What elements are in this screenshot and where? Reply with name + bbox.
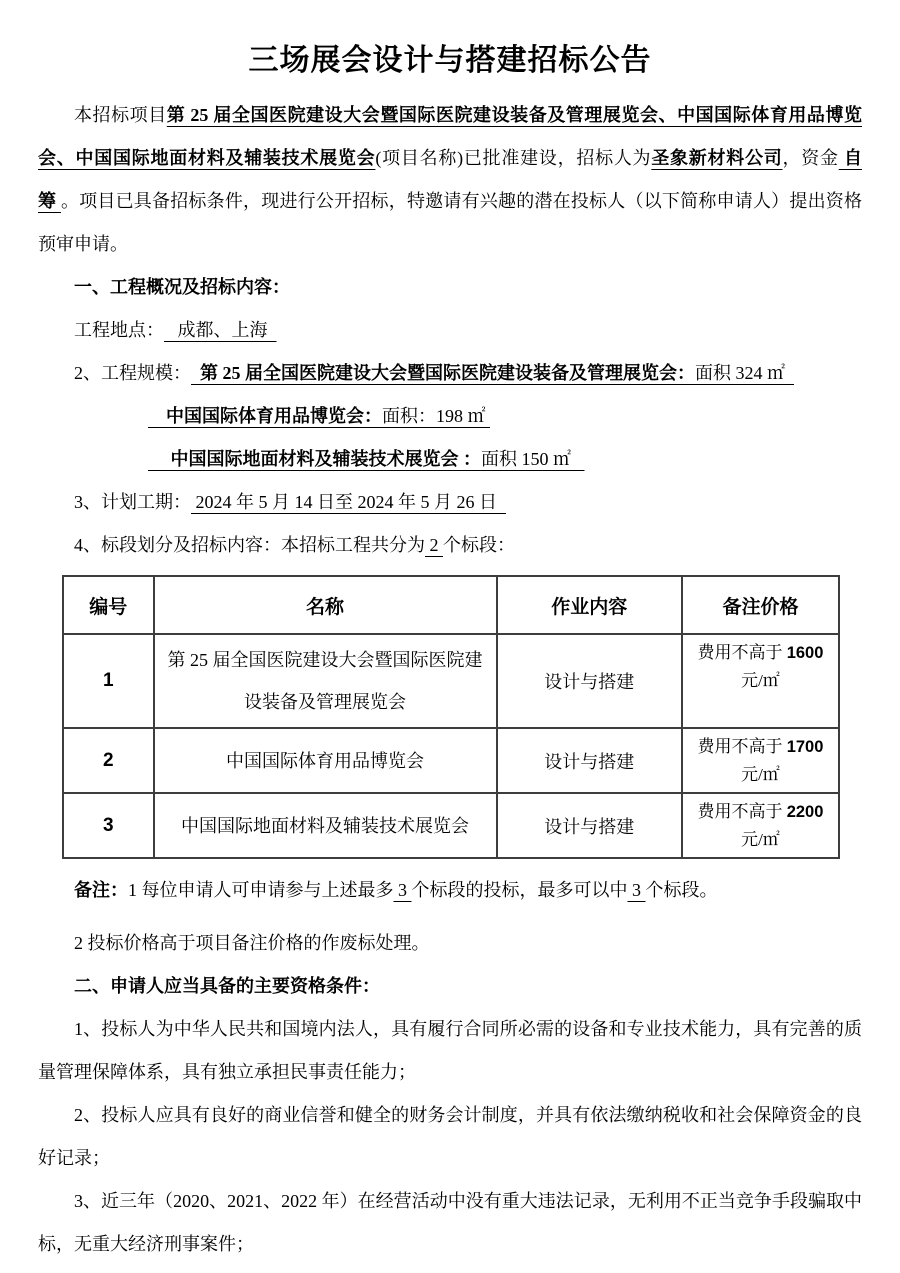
row-price xyxy=(682,793,839,858)
remark-tail: 个标段。 xyxy=(645,880,718,900)
row-price xyxy=(682,728,839,793)
lot-division-line xyxy=(38,524,862,567)
row-price xyxy=(682,634,839,728)
table-row xyxy=(63,728,839,793)
header-remark-price: 备注价格 xyxy=(682,576,839,634)
qualification-item-2: 2、投标人应具有良好的商业信誉和健全的财务会计制度，并具有依法缴纳税收和社会保障资金的良好记录； xyxy=(38,1105,862,1168)
blank-tail xyxy=(486,406,491,426)
scale-expo-hospital: 第 25 届全国医院建设大会暨国际医院建设装备及管理展览会： xyxy=(200,363,695,383)
location-label: 工程地点： xyxy=(74,320,164,340)
price-prefix: 费用不高于 xyxy=(697,643,783,662)
duration-label: 3、计划工期： xyxy=(74,492,191,512)
row-work: 设计与搭建 xyxy=(497,634,682,728)
remark-max-win: 3 xyxy=(627,880,646,900)
scale-area-flooring: 面积 150 ㎡ xyxy=(481,449,571,469)
price-value: 1600 xyxy=(786,644,824,662)
remark-label: 备注： xyxy=(74,880,128,900)
row-number: 2 xyxy=(63,728,154,793)
project-names: 第 25 届全国医院建设大会暨国际医院建设装备及管理展览会、中国国际体育用品博览会、中国国际地面材料及辅装技术展览会 xyxy=(38,105,863,168)
page-title: 三场展会设计与搭建招标公告 xyxy=(248,44,652,77)
scale-area-hospital: 面积 324 ㎡ xyxy=(695,363,785,383)
row-name: 中国国际地面材料及辅装技术展览会 xyxy=(154,793,497,858)
price-unit: 元/㎡ xyxy=(741,830,780,849)
blank-lead xyxy=(148,406,166,426)
header-name: 名称 xyxy=(154,576,497,634)
intro-paragraph xyxy=(38,94,862,266)
scale-blank-tail xyxy=(785,363,794,383)
scale-blank xyxy=(191,363,200,383)
blank-tail xyxy=(571,449,585,469)
header-work-content: 作业内容 xyxy=(497,576,682,634)
table-row xyxy=(63,634,839,728)
section-one-heading: 一、工程概况及招标内容： xyxy=(74,277,290,297)
lots-count: 2 xyxy=(425,535,443,555)
funds-source: 自筹 xyxy=(38,148,863,211)
lots-label: 4、标段划分及招标内容：本招标工程共分为 xyxy=(74,535,425,555)
blank-lead xyxy=(148,449,171,469)
table-row xyxy=(63,793,839,858)
section-two-heading: 二、申请人应当具备的主要资格条件： xyxy=(74,976,380,996)
qualification-item-3: 3、近三年（2020、2021、2022 年）在经营活动中没有重大违法记录，无利用不正当竞争手段骗取中标，无重大经济刑事案件； xyxy=(38,1191,862,1254)
price-prefix: 费用不高于 xyxy=(697,802,783,821)
remark-note-line xyxy=(38,869,862,912)
header-number: 编号 xyxy=(63,576,154,634)
tenderer-name: 圣象新材料公司 xyxy=(651,148,783,168)
planned-duration-line xyxy=(38,481,862,524)
remark-part2: 个标段的投标，最多可以中 xyxy=(411,880,628,900)
project-scale-line xyxy=(38,352,862,395)
location-value: 成都、上海 xyxy=(164,320,277,340)
price-prefix: 费用不高于 xyxy=(697,737,783,756)
intro-lead: 本招标项目 xyxy=(74,105,167,125)
duration-value: 2024 年 5 月 14 日至 2024 年 5 月 26 日 xyxy=(191,492,506,512)
project-location-line xyxy=(38,309,862,352)
qualification-item-1: 1、投标人为中华人民共和国境内法人，具有履行合同所必需的设备和专业技术能力，具有完善的质量管理保障体系，具有独立承担民事责任能力； xyxy=(38,1019,862,1082)
scale-expo-flooring-line xyxy=(38,438,862,481)
row-work: 设计与搭建 xyxy=(497,728,682,793)
invalid-bid-note: 2 投标价格高于项目备注价格的作废标处理。 xyxy=(74,933,430,953)
lots-table xyxy=(62,575,840,859)
lots-tail: 个标段： xyxy=(443,535,515,555)
remark-max-lots: 3 xyxy=(393,880,412,900)
funds-label: ，资金 xyxy=(782,148,839,168)
intro-mid: (项目名称)已批准建设，招标人为 xyxy=(375,148,652,168)
row-name: 中国国际体育用品博览会 xyxy=(154,728,497,793)
row-number: 3 xyxy=(63,793,154,858)
row-name: 第 25 届全国医院建设大会暨国际医院建设装备及管理展览会 xyxy=(154,634,497,728)
price-unit: 元/㎡ xyxy=(741,671,780,690)
scale-area-sports: 面积：198 ㎡ xyxy=(382,406,486,426)
intro-tail: 。项目已具备招标条件，现进行公开招标，特邀请有兴趣的潜在投标人（以下简称申请人）提出资格预审申请。 xyxy=(38,191,863,254)
scale-expo-flooring: 中国国际地面材料及辅装技术展览会 ： xyxy=(170,449,481,469)
price-value: 1700 xyxy=(786,738,824,756)
price-value: 2200 xyxy=(786,803,824,821)
table-header-row xyxy=(63,576,839,634)
price-unit: 元/㎡ xyxy=(741,765,780,784)
scale-expo-sports-line xyxy=(38,395,862,438)
scale-expo-sports: 中国国际体育用品博览会： xyxy=(166,406,382,426)
row-work: 设计与搭建 xyxy=(497,793,682,858)
remark-part1: 1 每位申请人可申请参与上述最多 xyxy=(128,880,394,900)
row-number: 1 xyxy=(63,634,154,728)
scale-label: 2、工程规模： xyxy=(74,363,191,383)
